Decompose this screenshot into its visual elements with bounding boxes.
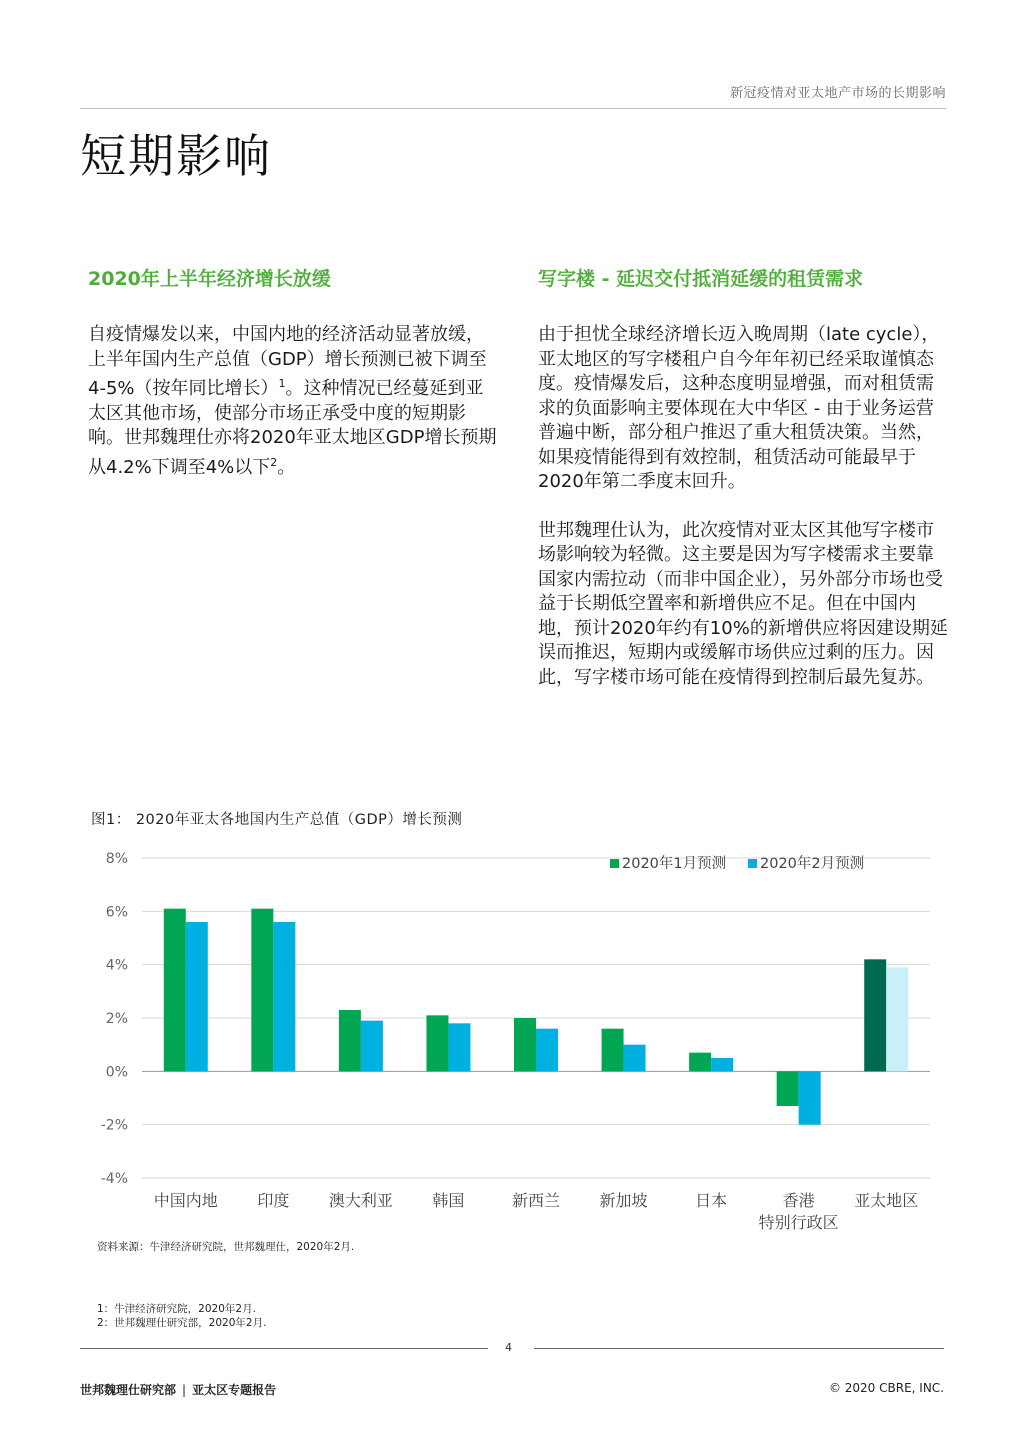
right-column [538,264,948,714]
bar-jan-forecast [689,1053,711,1072]
footer-copyright: © 2020 CBRE, INC. [828,1381,944,1395]
footnote-ref-2[interactable]: 2 [270,455,278,469]
page-title: 短期影响 [80,129,272,183]
bar-jan-forecast [164,909,186,1072]
footnote-2: 2：世邦魏理仕研究部，2020年2月. [97,1317,267,1329]
footer-department: 世邦魏理仕研究部 [80,1383,177,1397]
y-tick-label: 6% [105,904,128,921]
y-tick-label: 2% [105,1011,128,1027]
legend-swatch [610,859,619,868]
bar-jan-forecast [426,1015,448,1071]
bar-jan-forecast [602,1029,624,1072]
x-category-label: 新西兰 [511,1191,561,1210]
bar-jan-forecast [514,1018,536,1071]
bar-feb-forecast [273,922,295,1071]
running-header: 新冠疫情对亚太地产市场的长期影响 [729,86,946,101]
y-tick-label: -2% [100,1117,128,1134]
x-category-label: 印度 [257,1191,290,1210]
footnotes [97,1302,266,1330]
bar-jan-forecast [339,1010,361,1071]
header-rule [80,108,946,109]
chart-source: 资料来源：牛津经济研究院，世邦魏理仕，2020年2月. [97,1241,355,1253]
footnote-1: 1：牛津经济研究院，2020年2月. [97,1303,256,1315]
bar-jan-forecast [251,909,273,1072]
legend-label: 2020年1月预测 [622,856,727,872]
economy-text-1: 自疫情爆发以来，中国内地的经济活动显著放缓，上半年国内生产总值（GDP）增长预测已被下调至4-5%（按年同比增长） [88,324,487,399]
x-category-label: 香港 [782,1191,815,1210]
economy-text-3: 。 [277,456,296,478]
x-category-label: 日本 [695,1191,728,1210]
x-category-label: 澳大利亚 [328,1191,393,1210]
y-tick-label: 8% [105,851,128,867]
bar-feb-forecast [186,922,208,1071]
chart-caption: 图1： 2020年亚太各地国内生产总值（GDP）增长预测 [91,812,463,828]
bar-feb-forecast [886,967,908,1071]
x-category-label: 韩国 [432,1191,465,1210]
left-column [88,264,498,504]
bar-feb-forecast [448,1023,470,1071]
bar-feb-forecast [361,1021,383,1072]
bar-jan-forecast [864,959,886,1071]
bar-feb-forecast [536,1029,558,1072]
bar-feb-forecast [624,1045,646,1072]
office-paragraph-1: 由于担忧全球经济增长迈入晚周期（late cycle），亚太地区的写字楼租户自今年年初已经采取谨慎态度。疫情爆发后，这种态度明显增强，而对租赁需求的负面影响主要体现在大中华区 - 由于业务运营普遍中断，部分租户推迟了重大租赁决策。当然，如果疫情能得到有效控制，租赁活动可能最早于2020年第二季度末回升。 [538,324,940,492]
footer-separator: | [182,1383,187,1397]
x-category-label: 新加坡 [599,1191,648,1210]
y-tick-label: -4% [100,1171,128,1187]
page-number: 4 [505,1341,512,1354]
section-heading-economy: 2020年上半年经济增长放缓 [88,268,331,290]
footer-left [80,1381,276,1398]
bar-jan-forecast [777,1071,799,1106]
footer-rule-right [534,1348,944,1349]
legend-label: 2020年2月预测 [760,856,865,872]
bar-feb-forecast [799,1071,821,1124]
footer-report-name: 亚太区专题报告 [192,1383,277,1397]
footer-rule-left [80,1348,488,1349]
footnote-ref-1[interactable]: 1 [278,377,286,390]
x-category-label: 特别行政区 [758,1213,839,1232]
section-heading-office: 写字楼 - 延迟交付抵消延缓的租赁需求 [538,268,864,290]
bar-feb-forecast [711,1058,733,1071]
y-tick-label: 4% [105,957,128,974]
economy-paragraph [88,323,498,480]
economy-text-2: 。这种情况已经蔓延到亚太区其他市场，使部分市场正承受中度的短期影响。世邦魏理仕亦将2020年亚太地区GDP增长预期从4.2%下调至4%以下 [88,378,497,478]
x-category-label: 中国内地 [153,1191,218,1210]
legend-swatch [748,859,757,868]
office-paragraph-2: 世邦魏理仕认为，此次疫情对亚太区其他写字楼市场影响较为轻微。这主要是因为写字楼需求主要靠国家内需拉动（而非中国企业），另外部分市场也受益于长期低空置率和新增供应不足。但在中国内地，预计2020年约有10%的新增供应将因建设期延误而推迟，短期内或缓解市场供应过剩的压力。因此，写字楼市场可能在疫情得到控制后最先复苏。 [538,519,948,688]
x-category-label: 亚太地区 [854,1191,919,1210]
y-tick-label: 0% [105,1064,128,1081]
gdp-bar-chart [80,840,950,1235]
